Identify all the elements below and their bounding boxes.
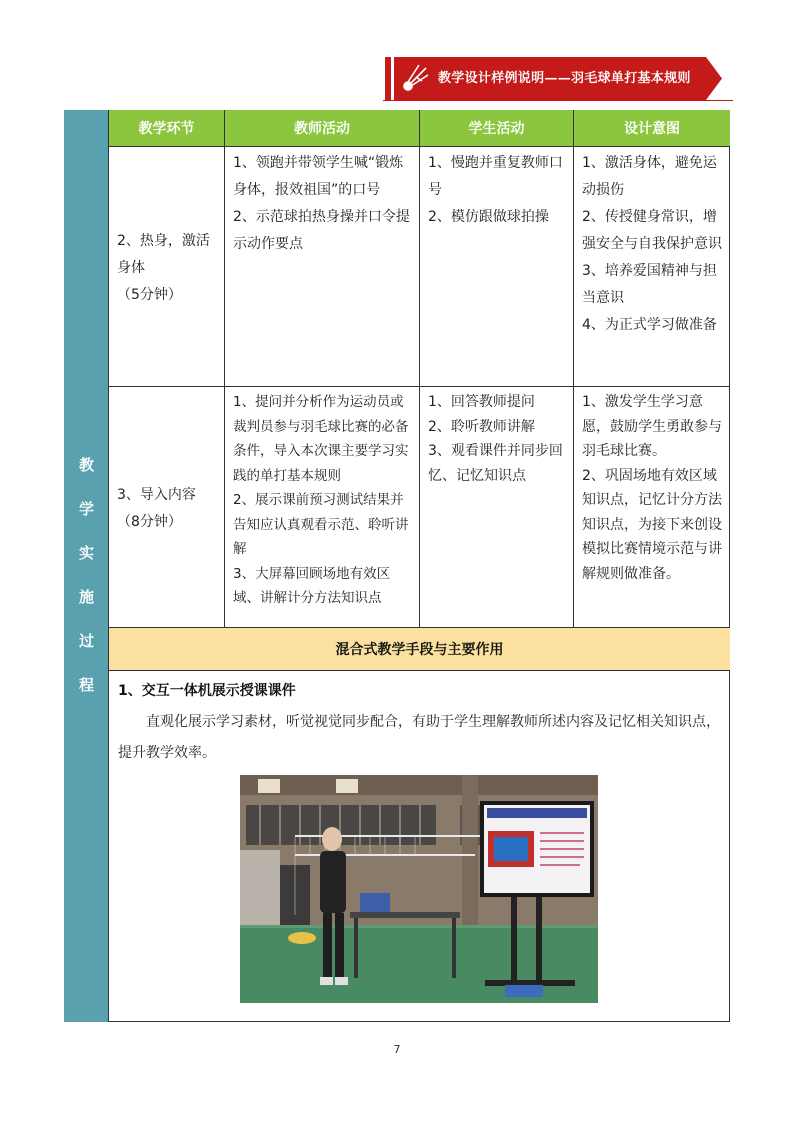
row1-student-item1: 1、慢跑并重复教师口号 [428,155,563,198]
header-intent: 设计意图 [574,110,730,147]
row1-intent-item4: 4、为正式学习做准备 [582,317,717,333]
header-rule [383,100,733,101]
section-item-title: 1、交互一体机展示授课课件 [118,683,296,699]
row1-student-item2: 2、模仿跟做球拍操 [428,209,549,225]
header-student: 学生活动 [420,110,574,147]
banner-accent-strip [385,57,391,100]
row1-teacher [225,147,420,387]
row2-stage-line2: （8分钟） [117,513,182,530]
row1-student [420,147,574,387]
side-label-char: 程 [78,676,94,694]
row1-stage-line2: 身体 [117,259,145,276]
row1-stage [109,147,225,387]
row2-intent-item1: 1、激发学生学习意愿，鼓励学生勇敢参与羽毛球比赛。 [582,394,722,459]
side-label [64,450,109,714]
row2-teacher [225,387,420,628]
row1-stage-line3: （5分钟） [117,286,182,303]
row2-teacher-item3: 3、大屏幕回顾场地有效区域、讲解计分方法知识点 [233,565,391,606]
section-paragraph: 直观化展示学习素材，听觉视觉同步配合，有助于学生理解教师所述内容及记忆相关知识点，提升教学效率。 [118,714,720,761]
page-number: 7 [393,1043,401,1056]
side-label-char: 学 [78,500,94,518]
row2-student [420,387,574,628]
row1-teacher-item1: 1、领跑并带领学生喊“锻炼身体，报效祖国”的口号 [233,155,404,198]
side-label-char: 教 [78,456,94,474]
row1-intent-item2: 2、传授健身常识，增强安全与自我保护意识 [582,209,722,252]
banner-title: 教学设计样例说明——羽毛球单打基本规则 [438,71,691,86]
side-label-char: 过 [78,632,94,650]
row1-teacher-item2: 2、示范球拍热身操并口令提示动作要点 [233,209,410,252]
header-stage: 教学环节 [109,110,225,147]
row2-intent [574,387,730,628]
row2-student-item3: 3、观看课件并同步回忆、记忆知识点 [428,443,563,484]
row1-intent [574,147,730,387]
row1-intent-item1: 1、激活身体，避免运动损伤 [582,155,717,198]
row2-teacher-item2: 2、展示课前预习测试结果并告知应认真观看示范、聆听讲解 [233,492,409,557]
classroom-photo [240,775,598,1003]
row1-intent-item3: 3、培养爱国精神与担当意识 [582,263,717,306]
side-label-column [64,110,109,1022]
row2-stage [109,387,225,628]
header-teacher: 教师活动 [225,110,420,147]
row2-student-item1: 1、回答教师提问 [428,394,535,410]
side-label-char: 施 [78,588,94,606]
header-banner [394,57,722,100]
row2-stage-line1: 3、导入内容 [117,486,196,503]
side-label-char: 实 [78,544,94,562]
row2-intent-item2: 2、巩固场地有效区域知识点，记忆计分方法知识点，为接下来创设模拟比赛情境示范与讲解规则做准备。 [582,467,722,582]
section-title: 混合式教学手段与主要作用 [109,628,730,671]
row2-teacher-item1: 1、提问并分析作为运动员或裁判员参与羽毛球比赛的必备条件，导入本次课主要学习实践的单打基本规则 [233,394,409,484]
row1-stage-line1: 2、热身，激活 [117,232,210,249]
row2-student-item2: 2、聆听教师讲解 [428,418,535,435]
